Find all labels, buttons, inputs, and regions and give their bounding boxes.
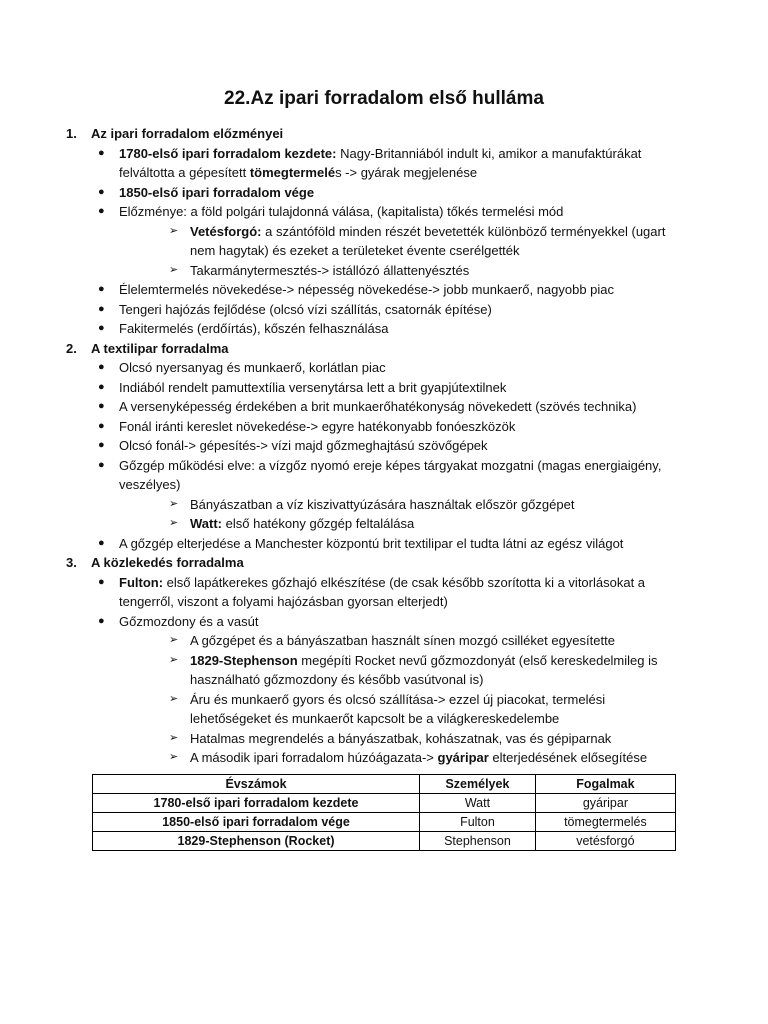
- bold-text: 1780-első ipari forradalom kezdete:: [119, 145, 337, 161]
- list-item: [66, 456, 686, 534]
- sub-list-item: [119, 631, 686, 651]
- arrow-bullet-icon: ➢: [169, 497, 179, 510]
- bullet-icon: ●: [98, 575, 105, 588]
- sub-bullet-list: [119, 222, 686, 281]
- arrow-bullet-icon: ➢: [169, 634, 179, 646]
- item-text: Áru és munkaerő gyors és olcsó szállítása-> ezzel új piacokat, termelési lehetőségeket és munkaerőt kapcsolt be a világkereskedelembe: [190, 691, 606, 726]
- bullet-icon: ●: [98, 400, 105, 412]
- list-item: [66, 144, 686, 183]
- table-cell: gyáripar: [535, 794, 675, 813]
- arrow-bullet-icon: ➢: [169, 517, 179, 529]
- sub-list-item: [119, 222, 686, 261]
- arrow-bullet-icon: ➢: [169, 263, 179, 276]
- bullet-icon: ●: [98, 380, 105, 393]
- section: [66, 553, 686, 768]
- table-cell: tömegtermelés: [535, 813, 675, 832]
- bullet-list: [66, 144, 686, 339]
- section: [66, 124, 686, 339]
- section-title-text: A textilipar forradalma: [91, 340, 229, 356]
- item-text: Fakitermelés (erdőírtás), kőszén felhasználása: [119, 321, 389, 336]
- item-text: Fonál iránti kereslet növekedése-> egyre hatékonyabb fonóeszközök: [119, 418, 516, 434]
- section-list: [66, 124, 686, 768]
- bold-text: tömegtermelé: [249, 165, 336, 180]
- bullet-icon: ●: [98, 146, 105, 159]
- arrow-bullet-icon: ➢: [169, 751, 179, 763]
- table-cell: vetésforgó: [535, 832, 675, 851]
- document-body: [66, 124, 686, 768]
- item-text: A második ipari forradalom húzóágazata->: [190, 750, 438, 765]
- bullet-icon: ●: [98, 302, 105, 315]
- item-text: Olcsó fonál-> gépesítés-> vízi majd gőzmeghajtású szövőgépek: [119, 438, 488, 453]
- bold-text: Vetésforgó:: [190, 223, 262, 239]
- table-cell: Stephenson: [420, 832, 536, 851]
- sub-list-item: [119, 495, 686, 515]
- item-text: Takarmánytermesztés-> istállózó állattenyésztés: [190, 262, 470, 278]
- list-item: [66, 436, 686, 456]
- bullet-icon: ●: [98, 322, 105, 334]
- table-cell: Fulton: [420, 813, 536, 832]
- table-cell: 1850-első ipari forradalom vége: [93, 813, 420, 832]
- list-item: [66, 300, 686, 320]
- arrow-bullet-icon: ➢: [169, 224, 179, 237]
- table-cell: Watt: [420, 794, 536, 813]
- bold-text: Fulton:: [119, 574, 164, 590]
- section-title-text: A közlekedés forradalma: [91, 555, 244, 570]
- item-text: elterjedésének elősegítése: [488, 750, 648, 765]
- bullet-icon: ●: [98, 419, 105, 432]
- item-text: A versenyképesség érdekében a brit munkaerőhatékonyság növekedett (szövés technika): [119, 399, 637, 414]
- list-item: [66, 612, 686, 768]
- item-text: Nagy-Britanniából indult ki, amikor a manufaktúrákat felváltotta a gépesített: [119, 145, 642, 180]
- table-row: [93, 794, 676, 813]
- section-number: 3.: [66, 555, 77, 570]
- item-text: Bányászatban a víz kiszivattyúzására használtak először gőzgépet: [190, 496, 575, 512]
- item-text: első hatékony gőzgép feltalálása: [222, 516, 415, 531]
- arrow-bullet-icon: ➢: [169, 692, 179, 705]
- section-heading: [66, 124, 686, 144]
- list-item: [66, 534, 686, 554]
- list-item: [66, 358, 686, 378]
- table-cell: 1829-Stephenson (Rocket): [93, 832, 420, 851]
- bullet-icon: ●: [98, 361, 105, 373]
- bullet-icon: ●: [98, 205, 105, 217]
- item-text: Tengeri hajózás fejlődése (olcsó vízi szállítás, csatornák építése): [119, 301, 492, 317]
- item-text: Előzménye: a föld polgári tulajdonná válása, (kapitalista) tőkés termelési mód: [119, 204, 564, 219]
- bullet-icon: ●: [98, 536, 105, 549]
- bold-text: 1829-Stephenson: [190, 652, 298, 668]
- table-row: [93, 832, 676, 851]
- bullet-list: [66, 358, 686, 553]
- list-item: [66, 573, 686, 612]
- sub-list-item: [119, 748, 686, 768]
- bullet-icon: ●: [98, 283, 105, 295]
- table-row: [93, 813, 676, 832]
- item-text: A gőzgépet és a bányászatban használt sínen mozgó csilléket egyesítette: [190, 633, 615, 648]
- item-text: Élelemtermelés növekedése-> népesség növekedése-> jobb munkaerő, nagyobb piac: [119, 282, 615, 297]
- table-header-row: [93, 775, 676, 794]
- item-text: első lapátkerekes gőzhajó elkészítése (de csak később szorította ki a vitorlásokat a tengerről, viszont a folyami hajózásban gyorsan elterjedt): [119, 574, 646, 609]
- table-header-cell: Évszámok: [93, 775, 420, 794]
- bullet-list: [66, 573, 686, 768]
- table-header-cell: Fogalmak: [535, 775, 675, 794]
- item-text: a szántóföld minden részét bevetették különböző terményekkel (ugart nem hagytak) és ezeket a területeket évente cserélgették: [190, 223, 666, 258]
- section-heading: [66, 339, 686, 359]
- list-item: [66, 202, 686, 280]
- item-text: Indiából rendelt pamuttextília versenytársa lett a brit gyapjútextilnek: [119, 379, 507, 395]
- bullet-icon: ●: [98, 458, 105, 471]
- table-header-cell: Személyek: [420, 775, 536, 794]
- arrow-bullet-icon: ➢: [169, 653, 179, 666]
- bullet-icon: ●: [98, 439, 105, 451]
- section: [66, 339, 686, 554]
- bullet-icon: ●: [98, 614, 105, 627]
- table-cell: 1780-első ipari forradalom kezdete: [93, 794, 420, 813]
- list-item: [66, 183, 686, 203]
- section-number: 2.: [66, 340, 77, 356]
- sub-list-item: [119, 690, 686, 729]
- table-body: [93, 794, 676, 851]
- sub-list-item: [119, 651, 686, 690]
- arrow-bullet-icon: ➢: [169, 731, 179, 744]
- section-heading: [66, 553, 686, 573]
- item-text: Olcsó nyersanyag és munkaerő, korlátlan piac: [119, 360, 386, 375]
- sub-list-item: [119, 729, 686, 749]
- list-item: [66, 280, 686, 300]
- bold-text: gyáripar: [437, 750, 489, 765]
- item-text: A gőzgép elterjedése a Manchester központú brit textilipar el tudta látni az egész világot: [119, 535, 624, 551]
- item-text: megépíti Rocket nevű gőzmozdonyát (első kereskedelmileg is használható gőzmozdony és később vasútvonal is): [190, 652, 658, 687]
- bullet-icon: ●: [98, 185, 105, 198]
- list-item: [66, 319, 686, 339]
- page-title: 22.Az ipari forradalom első hulláma: [224, 88, 544, 109]
- item-text: s -> gyárak megjelenése: [335, 165, 478, 180]
- list-item: [66, 378, 686, 398]
- summary-table: [92, 774, 676, 851]
- item-text: Hatalmas megrendelés a bányászatbak, kohászatnak, vas és gépiparnak: [190, 730, 612, 746]
- sub-bullet-list: [119, 631, 686, 768]
- list-item: [66, 397, 686, 417]
- sub-list-item: [119, 261, 686, 281]
- item-text: Gőzgép működési elve: a vízgőz nyomó ereje képes tárgyakat mozgatni (magas energiaigény, veszélyes): [119, 457, 662, 492]
- item-text: Gőzmozdony és a vasút: [119, 613, 259, 629]
- sub-bullet-list: [119, 495, 686, 534]
- bold-text: Watt:: [190, 516, 223, 531]
- list-item: [66, 417, 686, 437]
- section-number: 1.: [66, 126, 77, 141]
- sub-list-item: [119, 514, 686, 534]
- section-title-text: Az ipari forradalom előzményei: [91, 126, 284, 141]
- bold-text: 1850-első ipari forradalom vége: [119, 184, 315, 200]
